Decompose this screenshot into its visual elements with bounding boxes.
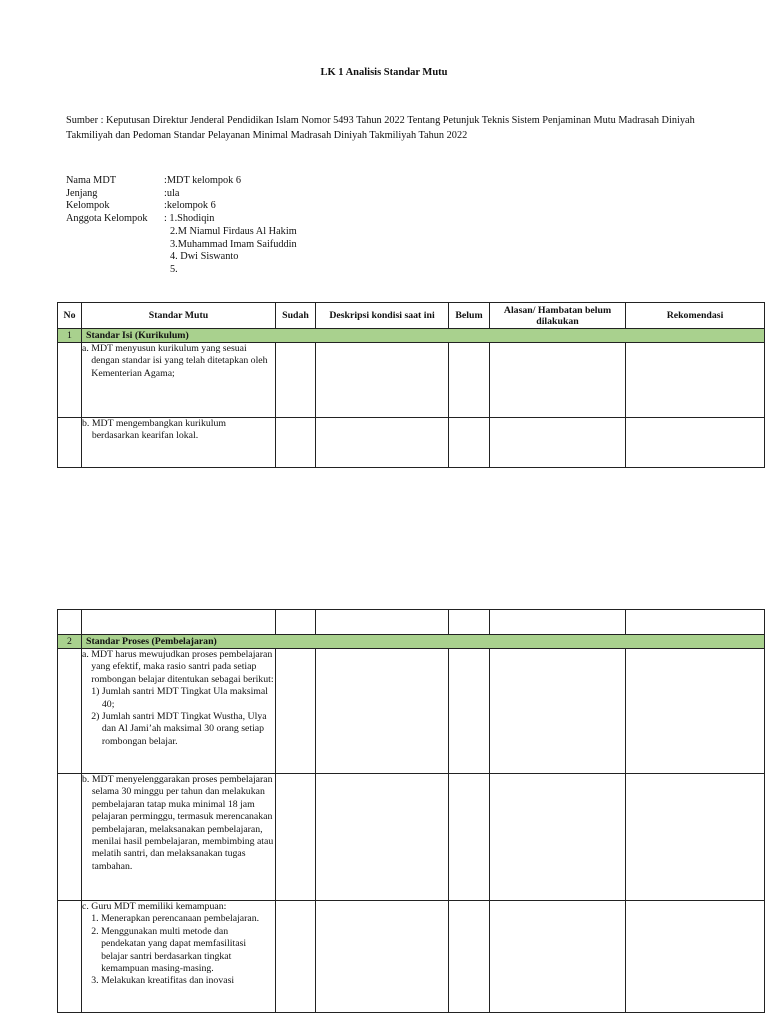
- table-row: [58, 901, 765, 1013]
- item-marker: b.: [82, 774, 90, 785]
- kelompok-label: Kelompok: [66, 200, 110, 212]
- anggota-member: 3.Muhammad Imam Saifuddin: [170, 238, 297, 250]
- nama-label: Nama MDT: [66, 175, 117, 186]
- deskripsi-cell: [316, 901, 449, 1013]
- rekomendasi-cell: [626, 774, 765, 901]
- belum-cell: [449, 901, 490, 1013]
- deskripsi-cell: [316, 774, 449, 901]
- standar-item: [82, 649, 276, 774]
- header-sudah: Sudah: [276, 303, 316, 329]
- sudah-cell: [276, 901, 316, 1013]
- alasan-cell: [490, 343, 626, 418]
- belum-cell: [449, 418, 490, 468]
- deskripsi-cell: [316, 343, 449, 418]
- jenjang-label: Jenjang: [66, 187, 98, 199]
- anggota-member: 5.: [170, 263, 178, 275]
- item-text: MDT menyelenggarakan proses pembelajaran selama 30 minggu per tahun dan melakukan pembelajaran tatap muka minimal 18 jam pelajaran perminggu, termasuk merencanakan pembelajaran, melaksanakan pembelajaran, menilai hasil pembelajaran, membimbing atau melatih santri, dan melaksanakan tugas tambahan.: [91, 774, 274, 872]
- section-title: Standar Isi (Kurikulum): [82, 329, 765, 343]
- document-title: LK 1 Analisis Standar Mutu: [320, 67, 448, 78]
- item-text: MDT harus mewujudkan proses pembelajaran yang efektif, maka rasio santri pada setiap rombongan belajar ditentukan sebagai berikut: 1) Jumlah santri MDT Tingkat Ula maksimal 40; 2) Jumlah santri MDT Tingkat Wustha, Ulya dan Al Jami’ah maksimal 30 orang setiap rombongan belajar.: [91, 649, 274, 747]
- item-text: MDT mengembangkan kurikulum berdasarkan kearifan lokal.: [91, 418, 227, 442]
- standar-table-part1: [57, 302, 765, 468]
- belum-cell: [449, 343, 490, 418]
- anggota-member: 4. Dwi Siswanto: [170, 251, 239, 263]
- anggota-row: [66, 213, 297, 226]
- sudah-cell: [276, 418, 316, 468]
- rekomendasi-cell: [626, 901, 765, 1013]
- rekomendasi-cell: [626, 418, 765, 468]
- item-text: Guru MDT memiliki kemampuan: 1. Menerapkan perencanaan pembelajaran. 2. Menggunakan multi metode dan pendekatan yang dapat memfasilitasi belajar santri berdasarkan tingkat kemampuan masing-masing. 3. Melakukan kreatifitas dan inovasi: [91, 901, 275, 988]
- standar-item: [82, 901, 276, 1013]
- alasan-cell: [490, 774, 626, 901]
- sub-item: 2) Jumlah santri MDT Tingkat Wustha, Ulya dan Al Jami’ah maksimal 30 orang setiap rombongan belajar.: [91, 711, 267, 747]
- sub-item: 1. Menerapkan perencanaan pembelajaran.: [91, 913, 260, 925]
- sub-item: 3. Melakukan kreatifitas dan inovasi: [91, 975, 235, 987]
- anggota-label: Anggota Kelompok: [66, 213, 148, 225]
- kelompok-row: [66, 200, 297, 213]
- belum-cell: [449, 774, 490, 901]
- nama-row: [66, 175, 297, 188]
- jenjang-value: :ula: [164, 187, 180, 199]
- sudah-cell: [276, 343, 316, 418]
- standar-table-part2: [57, 609, 765, 1013]
- item-marker: b.: [82, 418, 90, 429]
- nama-value: :MDT kelompok 6: [164, 175, 242, 186]
- anggota-member: 2.M Niamul Firdaus Al Hakim: [170, 225, 297, 237]
- header-standar-mutu: Standar Mutu: [82, 303, 276, 329]
- table-row: [58, 343, 765, 418]
- blank-row: [58, 610, 765, 635]
- section-row-kurikulum: [58, 329, 765, 343]
- item-text: MDT menyusun kurikulum yang sesuai dengan standar isi yang telah ditetapkan oleh Kementerian Agama;: [91, 343, 268, 379]
- sudah-cell: [276, 649, 316, 774]
- anggota-first: : 1.Shodiqin: [164, 213, 215, 225]
- standar-item: [82, 343, 276, 418]
- item-marker: c.: [82, 901, 89, 912]
- standar-item: [82, 774, 276, 901]
- rekomendasi-cell: [626, 649, 765, 774]
- anggota-list: [66, 226, 297, 277]
- sudah-cell: [276, 774, 316, 901]
- header-alasan: Alasan/ Hambatan belum dilakukan: [490, 303, 626, 329]
- section-number: 2: [58, 635, 82, 649]
- kelompok-value: :kelompok 6: [164, 200, 216, 212]
- table-row: [58, 649, 765, 774]
- table-row: [58, 418, 765, 468]
- identity-block: [66, 175, 297, 277]
- deskripsi-cell: [316, 649, 449, 774]
- sub-item: 1) Jumlah santri MDT Tingkat Ula maksimal 40;: [91, 686, 268, 710]
- header-deskripsi: Deskripsi kondisi saat ini: [316, 303, 449, 329]
- header-rekomendasi: Rekomendasi: [626, 303, 765, 329]
- header-belum: Belum: [449, 303, 490, 329]
- alasan-cell: [490, 901, 626, 1013]
- deskripsi-cell: [316, 418, 449, 468]
- alasan-cell: [490, 649, 626, 774]
- jenjang-row: [66, 188, 297, 201]
- source-reference: Sumber : Keputusan Direktur Jenderal Pendidikan Islam Nomor 5493 Tahun 2022 Tentang Petunjuk Teknis Sistem Penjaminan Mutu Madrasah Diniyah Takmiliyah dan Pedoman Standar Pelayanan Minimal Madrasah Diniyah Takmiliyah Tahun 2022: [66, 115, 695, 141]
- sub-item: 2. Menggunakan multi metode dan pendekatan yang dapat memfasilitasi belajar santri berdasarkan tingkat kemampuan masing-masing.: [91, 925, 247, 975]
- item-marker: a.: [82, 649, 89, 660]
- section-title: Standar Proses (Pembelajaran): [82, 635, 765, 649]
- section-row-pembelajaran: [58, 635, 765, 649]
- section-number: 1: [58, 329, 82, 343]
- rekomendasi-cell: [626, 343, 765, 418]
- standar-item: [82, 418, 276, 468]
- table-row: [58, 774, 765, 901]
- belum-cell: [449, 649, 490, 774]
- table-header-row: [58, 303, 765, 329]
- alasan-cell: [490, 418, 626, 468]
- item-marker: a.: [82, 343, 89, 354]
- header-no: No: [58, 303, 82, 329]
